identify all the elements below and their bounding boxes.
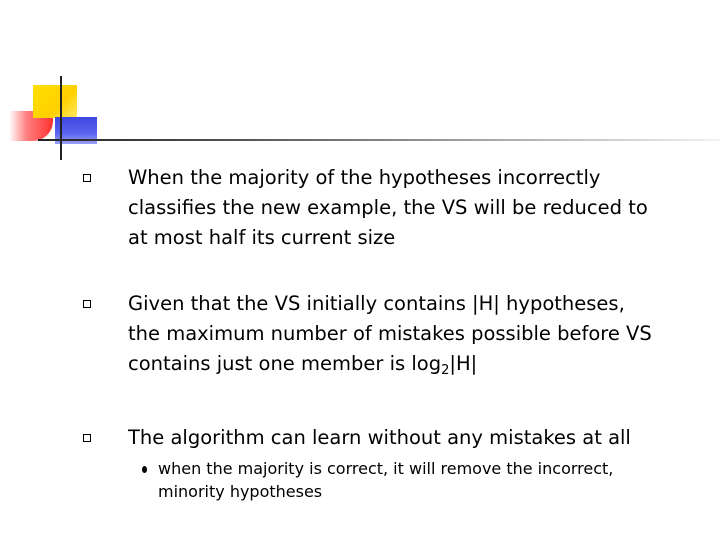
sub-bullet-1-line-2: minority hypotheses	[158, 482, 323, 501]
bullet-square-icon	[83, 300, 91, 308]
sub-bullet-dot-icon	[142, 466, 147, 473]
log-subscript: 2	[441, 363, 450, 378]
logo-vertical-line	[60, 76, 62, 160]
bullet-1-text	[128, 163, 708, 253]
bullet-square-icon	[83, 174, 91, 182]
bullet-1-line-2: classifies the new example, the VS will be reduced to	[128, 196, 648, 219]
bullet-3-line-1: The algorithm can learn without any mistakes at all	[128, 426, 631, 449]
title-underline	[38, 139, 720, 141]
bullet-2-line-3-suffix: |H|	[449, 352, 478, 375]
bullet-1-line-3: at most half its current size	[128, 226, 396, 249]
sub-bullet-1-text	[158, 457, 698, 503]
bullet-2-line-2: the maximum number of mistakes possible before VS	[128, 322, 652, 345]
bullet-2-text	[128, 289, 708, 379]
bullet-2-line-1: Given that the VS initially contains |H| hypotheses,	[128, 292, 625, 315]
bullet-2-line-3-prefix: contains just one member is log	[128, 352, 442, 375]
logo-yellow-square	[33, 85, 77, 118]
sub-bullet-1-line-1: when the majority is correct, it will remove the incorrect,	[158, 459, 614, 478]
bullet-1-line-1: When the majority of the hypotheses incorrectly	[128, 166, 601, 189]
bullet-3-text	[128, 423, 708, 453]
bullet-2-line-3	[128, 349, 708, 379]
slide-logo-decoration	[0, 0, 720, 170]
bullet-square-icon	[83, 434, 91, 442]
